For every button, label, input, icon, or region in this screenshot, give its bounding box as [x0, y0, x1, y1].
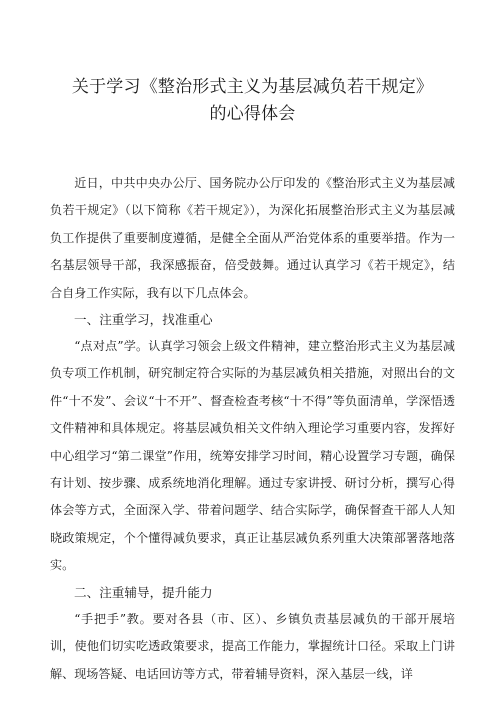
section-paragraph-2: “手把手”教。要对各县（市、区）、乡镇负责基层减负的干部开展培训，使他们切实吃透政策要求，提高工作能力，掌握统计口径。采取上门讲解、现场答疑、电话回访等方式，带着辅导资料，深入基层一线，详	[50, 611, 455, 681]
intro-paragraph: 近日，中共中央办公厅、国务院办公厅印发的《整治形式主义为基层减负若干规定》（以下简称《若干规定》），为深化拓展整治形式主义为基层减负工作提供了重要制度遵循，是健全全面从严治党体系的重要举措。作为一名基层领导干部，我深感振奋，倍受鼓舞。通过认真学习《若干规定》，结合自身工作实际，我有以下几点体会。	[50, 176, 455, 300]
title-line-2: 的心得体会	[209, 104, 296, 124]
title-line-1: 关于学习《整治形式主义为基层减负若干规定》	[71, 77, 434, 97]
document-title	[50, 74, 455, 128]
section-paragraph-1: “点对点”学。认真学习领会上级文件精神，建立整治形式主义为基层减负专项工作机制，研究制定符合实际的为基层减负相关措施，对照出台的文件“十不发”、会议“十不开”、督查检查考核“十不得”等负面清单，学深悟透文件精神和具体规定。将基层减负相关文件纳入理论学习重要内容，发挥好中心组学习“第二课堂”作用，统筹安排学习时间，精心设置学习专题，确保有计划、按步骤、成系统地消化理解。通过专家讲授、研讨分析，撰写心得体会等方式，全面深入学、带着问题学、结合实际学，确保督查干部人人知晓政策规定，个个懂得减负要求，真正让基层减负系列重大决策部署落地落实。	[50, 339, 455, 573]
section-heading-2: 二、注重辅导，提升能力	[74, 584, 213, 600]
section-heading-1: 一、注重学习，找准重心	[74, 312, 213, 328]
